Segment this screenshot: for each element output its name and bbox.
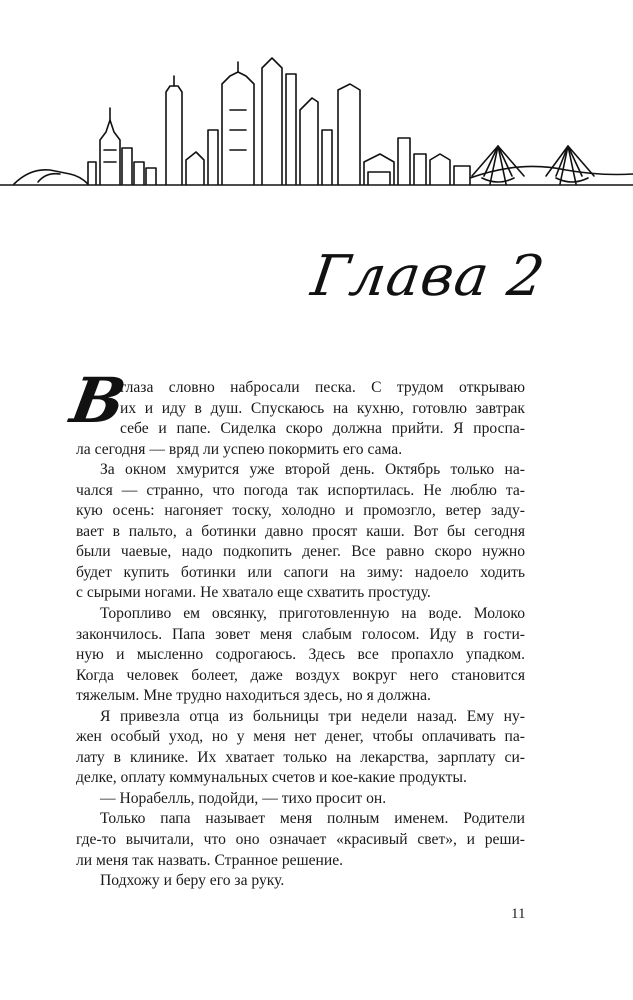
chapter-body: [65, 364, 525, 892]
paragraph-4: [76, 707, 525, 789]
text-line: Когда человек болеет, даже воздух вокруг него становится: [76, 666, 525, 684]
text-line: ла сегодня — вряд ли успею покормить его сама.: [76, 440, 403, 458]
text-line: — Норабелль, подойди, — тихо просит он.: [100, 789, 387, 807]
text-line: Только папа называет меня полным именем. Родители: [100, 810, 525, 828]
text-line: закончилось. Папа зовет меня слабым голосом. Иду в гости-: [76, 625, 525, 643]
text-line: ную и мысленно содрогаюсь. Здесь все пропахло упадком.: [76, 646, 525, 664]
paragraph-6: [76, 809, 525, 871]
text-line: делке, оплату коммунальных счетов и кое-какие продукты.: [76, 769, 467, 787]
text-line: были чаевые, надо подкопить денег. Все равно скоро нужно: [76, 543, 525, 561]
city-skyline-illustration: [0, 50, 633, 190]
text-line: будет купить ботинки или сапоги на зиму: надоело ходить: [76, 563, 525, 581]
text-line: Подхожу и беру его за руку.: [100, 872, 285, 890]
drop-cap: В: [65, 364, 131, 437]
text-line: тяжелым. Мне трудно находиться здесь, но я должна.: [76, 687, 431, 705]
text-line: За окном хмурится уже второй день. Октябрь только на-: [100, 461, 525, 479]
chapter-title: Глава 2: [307, 244, 550, 309]
text-line: жен особый уход, но у меня нет денег, чтобы оплачивать па-: [76, 728, 525, 746]
text-line: глаза словно набросали песка. С трудом открываю: [120, 379, 525, 396]
text-line: чался — странно, что погода так испортилась. Не люблю та-: [76, 481, 525, 499]
text-line: их и иду в душ. Спускаюсь на кухню, готовлю завтрак: [120, 399, 525, 417]
paragraph-5: [76, 789, 525, 810]
text-line: Торопливо ем овсянку, приготовленную на воде. Молоко: [100, 605, 525, 623]
text-line: вает в пальто, а ботинки давно просят каши. Вот бы сегодня: [76, 522, 525, 540]
paragraph-2: [76, 460, 525, 604]
paragraph-7: [76, 871, 525, 892]
page-number: 11: [511, 906, 526, 922]
text-line: где-то вычитали, что оно означает «красивый свет», и реши-: [76, 831, 525, 849]
text-line: с сырыми ногами. Не хватало еще схватить простуду.: [76, 584, 431, 602]
text-line: лату в клинике. Их хватает только на лекарства, зарплату си-: [76, 748, 525, 766]
text-line: себе и папе. Сиделка скоро должна прийти. Я проспа-: [120, 420, 525, 438]
text-line: Я привезла отца из больницы три недели назад. Ему ну-: [100, 707, 525, 725]
text-line: кую осень: нагоняет тоску, холодно и промозгло, ветер заду-: [76, 502, 525, 520]
paragraph-1: [65, 364, 525, 460]
paragraph-3: [76, 604, 525, 707]
text-line: ли меня так назвать. Странное решение.: [76, 851, 344, 869]
